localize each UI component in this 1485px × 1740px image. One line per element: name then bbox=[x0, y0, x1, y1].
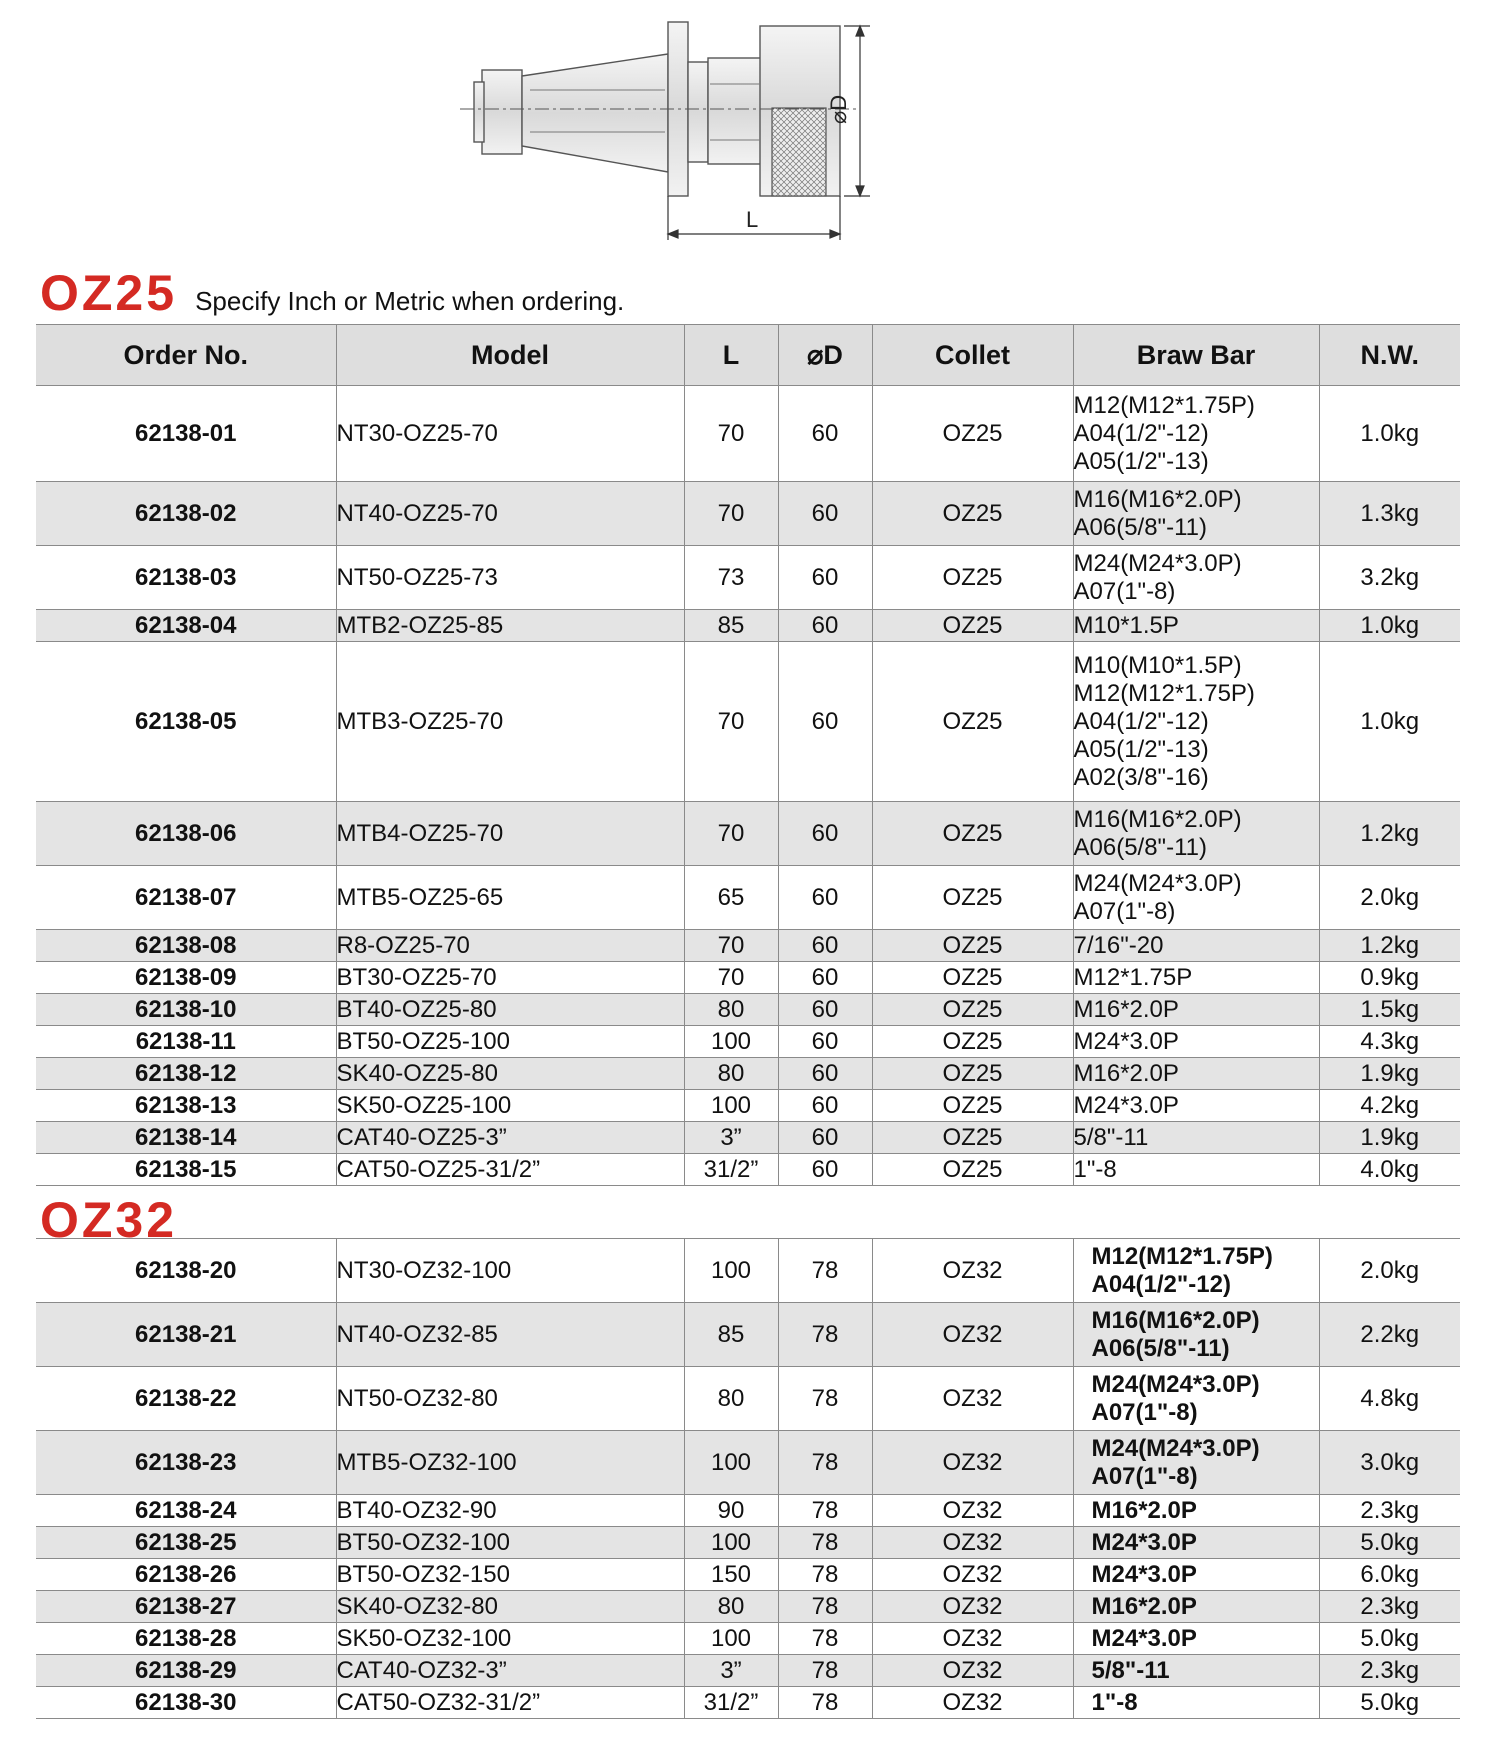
draw-bar-spec: M24(M24*3.0P) bbox=[1091, 1370, 1260, 1398]
draw-bar-spec: 7/16"-20 bbox=[1073, 931, 1164, 959]
table-row bbox=[36, 802, 1460, 866]
draw-bar-cell bbox=[1073, 1239, 1319, 1303]
net-weight-cell: 3.2kg bbox=[1319, 546, 1460, 610]
length-cell: 70 bbox=[684, 962, 778, 994]
net-weight-cell: 2.2kg bbox=[1319, 1303, 1460, 1367]
collet-cell: OZ32 bbox=[872, 1303, 1073, 1367]
net-weight-cell: 4.0kg bbox=[1319, 1154, 1460, 1186]
draw-bar-spec: M16(M16*2.0P) bbox=[1091, 1306, 1260, 1334]
header-model: Model bbox=[336, 325, 684, 386]
collet-cell: OZ25 bbox=[872, 1026, 1073, 1058]
draw-bar-spec: A07(1"-8) bbox=[1073, 897, 1176, 925]
model-cell: CAT40-OZ25-3” bbox=[336, 1122, 684, 1154]
draw-bar-spec: A06(5/8"-11) bbox=[1073, 833, 1207, 861]
order-no-cell: 62138-27 bbox=[36, 1591, 336, 1623]
net-weight-cell: 2.3kg bbox=[1319, 1591, 1460, 1623]
length-cell: 100 bbox=[684, 1026, 778, 1058]
draw-bar-cell bbox=[1073, 1154, 1319, 1186]
diameter-label: ⌀D bbox=[826, 94, 851, 124]
table-row bbox=[36, 1154, 1460, 1186]
length-cell: 70 bbox=[684, 642, 778, 802]
collet-cell: OZ25 bbox=[872, 1122, 1073, 1154]
net-weight-cell: 0.9kg bbox=[1319, 962, 1460, 994]
draw-bar-cell bbox=[1073, 1623, 1319, 1655]
length-cell: 3” bbox=[684, 1122, 778, 1154]
diameter-cell: 60 bbox=[778, 1122, 872, 1154]
draw-bar-cell bbox=[1073, 930, 1319, 962]
draw-bar-spec: A04(1/2"-12) bbox=[1073, 419, 1209, 447]
table-row bbox=[36, 1090, 1460, 1122]
table-row bbox=[36, 546, 1460, 610]
diameter-cell: 60 bbox=[778, 930, 872, 962]
draw-bar-spec: 1"-8 bbox=[1073, 1155, 1117, 1183]
draw-bar-cell bbox=[1073, 642, 1319, 802]
diameter-cell: 60 bbox=[778, 1090, 872, 1122]
length-cell: 90 bbox=[684, 1495, 778, 1527]
net-weight-cell: 1.9kg bbox=[1319, 1122, 1460, 1154]
diameter-cell: 78 bbox=[778, 1527, 872, 1559]
table-row bbox=[36, 962, 1460, 994]
order-no-cell: 62138-22 bbox=[36, 1367, 336, 1431]
model-cell: BT50-OZ32-100 bbox=[336, 1527, 684, 1559]
length-cell: 85 bbox=[684, 610, 778, 642]
diameter-cell: 78 bbox=[778, 1431, 872, 1495]
draw-bar-spec: M16(M16*2.0P) bbox=[1073, 805, 1242, 833]
net-weight-cell: 4.3kg bbox=[1319, 1026, 1460, 1058]
length-cell: 65 bbox=[684, 866, 778, 930]
draw-bar-spec: M24(M24*3.0P) bbox=[1073, 869, 1242, 897]
draw-bar-spec: A02(3/8"-16) bbox=[1073, 763, 1209, 791]
oz25-spec-table bbox=[36, 324, 1460, 1186]
table-row bbox=[36, 1122, 1460, 1154]
length-cell: 80 bbox=[684, 994, 778, 1026]
draw-bar-cell bbox=[1073, 1431, 1319, 1495]
table-row bbox=[36, 1559, 1460, 1591]
draw-bar-spec: M24(M24*3.0P) bbox=[1073, 549, 1242, 577]
order-no-cell: 62138-25 bbox=[36, 1527, 336, 1559]
model-cell: MTB5-OZ32-100 bbox=[336, 1431, 684, 1495]
draw-bar-cell bbox=[1073, 1687, 1319, 1719]
collet-cell: OZ32 bbox=[872, 1687, 1073, 1719]
draw-bar-spec: A06(5/8"-11) bbox=[1091, 1334, 1230, 1362]
table-row bbox=[36, 482, 1460, 546]
draw-bar-spec: M16(M16*2.0P) bbox=[1073, 485, 1242, 513]
draw-bar-cell bbox=[1073, 1559, 1319, 1591]
draw-bar-cell bbox=[1073, 1058, 1319, 1090]
model-cell: CAT40-OZ32-3” bbox=[336, 1655, 684, 1687]
model-cell: NT50-OZ25-73 bbox=[336, 546, 684, 610]
net-weight-cell: 1.5kg bbox=[1319, 994, 1460, 1026]
table-row bbox=[36, 642, 1460, 802]
diameter-cell: 60 bbox=[778, 642, 872, 802]
header-diameter: ⌀D bbox=[778, 325, 872, 386]
table-row bbox=[36, 1495, 1460, 1527]
table-header-row bbox=[36, 325, 1460, 386]
diameter-cell: 78 bbox=[778, 1239, 872, 1303]
diameter-cell: 60 bbox=[778, 962, 872, 994]
draw-bar-cell bbox=[1073, 1303, 1319, 1367]
draw-bar-cell bbox=[1073, 386, 1319, 482]
header-collet: Collet bbox=[872, 325, 1073, 386]
draw-bar-spec: M16*2.0P bbox=[1073, 1059, 1179, 1087]
draw-bar-spec: M24*3.0P bbox=[1091, 1528, 1197, 1556]
collet-cell: OZ25 bbox=[872, 1154, 1073, 1186]
model-cell: CAT50-OZ32-31/2” bbox=[336, 1687, 684, 1719]
model-cell: NT40-OZ32-85 bbox=[336, 1303, 684, 1367]
order-no-cell: 62138-13 bbox=[36, 1090, 336, 1122]
table-row bbox=[36, 1591, 1460, 1623]
diameter-cell: 78 bbox=[778, 1303, 872, 1367]
draw-bar-cell bbox=[1073, 546, 1319, 610]
length-cell: 70 bbox=[684, 930, 778, 962]
draw-bar-cell bbox=[1073, 1090, 1319, 1122]
net-weight-cell: 4.2kg bbox=[1319, 1090, 1460, 1122]
net-weight-cell: 2.3kg bbox=[1319, 1495, 1460, 1527]
length-label: L bbox=[746, 207, 759, 232]
draw-bar-spec: 1"-8 bbox=[1091, 1688, 1138, 1716]
length-cell: 100 bbox=[684, 1431, 778, 1495]
length-cell: 70 bbox=[684, 386, 778, 482]
length-cell: 80 bbox=[684, 1591, 778, 1623]
draw-bar-spec: M12(M12*1.75P) bbox=[1073, 391, 1255, 419]
order-no-cell: 62138-21 bbox=[36, 1303, 336, 1367]
model-cell: MTB4-OZ25-70 bbox=[336, 802, 684, 866]
net-weight-cell: 3.0kg bbox=[1319, 1431, 1460, 1495]
order-no-cell: 62138-03 bbox=[36, 546, 336, 610]
draw-bar-spec: M10*1.5P bbox=[1073, 611, 1179, 639]
order-no-cell: 62138-04 bbox=[36, 610, 336, 642]
collet-cell: OZ25 bbox=[872, 962, 1073, 994]
model-cell: BT50-OZ32-150 bbox=[336, 1559, 684, 1591]
net-weight-cell: 5.0kg bbox=[1319, 1687, 1460, 1719]
draw-bar-spec: 5/8"-11 bbox=[1073, 1123, 1149, 1151]
table-row bbox=[36, 1655, 1460, 1687]
net-weight-cell: 1.0kg bbox=[1319, 386, 1460, 482]
order-no-cell: 62138-11 bbox=[36, 1026, 336, 1058]
order-no-cell: 62138-30 bbox=[36, 1687, 336, 1719]
model-cell: BT30-OZ25-70 bbox=[336, 962, 684, 994]
order-no-cell: 62138-29 bbox=[36, 1655, 336, 1687]
order-no-cell: 62138-10 bbox=[36, 994, 336, 1026]
collet-cell: OZ25 bbox=[872, 930, 1073, 962]
model-cell: BT50-OZ25-100 bbox=[336, 1026, 684, 1058]
draw-bar-spec: A07(1"-8) bbox=[1091, 1462, 1198, 1490]
order-no-cell: 62138-02 bbox=[36, 482, 336, 546]
model-cell: SK50-OZ25-100 bbox=[336, 1090, 684, 1122]
diameter-cell: 60 bbox=[778, 1154, 872, 1186]
table-row bbox=[36, 1239, 1460, 1303]
draw-bar-cell bbox=[1073, 1591, 1319, 1623]
diameter-cell: 60 bbox=[778, 1058, 872, 1090]
length-cell: 100 bbox=[684, 1239, 778, 1303]
table-row bbox=[36, 1303, 1460, 1367]
table-row bbox=[36, 386, 1460, 482]
collet-cell: OZ32 bbox=[872, 1495, 1073, 1527]
collet-cell: OZ32 bbox=[872, 1559, 1073, 1591]
oz25-section-header bbox=[40, 265, 625, 321]
draw-bar-spec: A05(1/2"-13) bbox=[1073, 735, 1209, 763]
length-cell: 100 bbox=[684, 1527, 778, 1559]
length-cell: 100 bbox=[684, 1090, 778, 1122]
draw-bar-cell bbox=[1073, 1527, 1319, 1559]
draw-bar-spec: A05(1/2"-13) bbox=[1073, 447, 1209, 475]
table-row bbox=[36, 1431, 1460, 1495]
net-weight-cell: 2.0kg bbox=[1319, 866, 1460, 930]
model-cell: MTB2-OZ25-85 bbox=[336, 610, 684, 642]
order-no-cell: 62138-24 bbox=[36, 1495, 336, 1527]
length-cell: 80 bbox=[684, 1058, 778, 1090]
net-weight-cell: 1.0kg bbox=[1319, 642, 1460, 802]
net-weight-cell: 5.0kg bbox=[1319, 1527, 1460, 1559]
draw-bar-cell bbox=[1073, 1026, 1319, 1058]
collet-cell: OZ32 bbox=[872, 1623, 1073, 1655]
draw-bar-cell bbox=[1073, 482, 1319, 546]
length-cell: 80 bbox=[684, 1367, 778, 1431]
header-net-weight: N.W. bbox=[1319, 325, 1460, 386]
length-cell: 70 bbox=[684, 482, 778, 546]
diameter-cell: 78 bbox=[778, 1367, 872, 1431]
diameter-cell: 60 bbox=[778, 386, 872, 482]
net-weight-cell: 1.0kg bbox=[1319, 610, 1460, 642]
order-no-cell: 62138-20 bbox=[36, 1239, 336, 1303]
diameter-cell: 60 bbox=[778, 546, 872, 610]
diameter-cell: 78 bbox=[778, 1559, 872, 1591]
model-cell: SK50-OZ32-100 bbox=[336, 1623, 684, 1655]
draw-bar-cell bbox=[1073, 962, 1319, 994]
table-row bbox=[36, 1623, 1460, 1655]
draw-bar-cell bbox=[1073, 866, 1319, 930]
net-weight-cell: 4.8kg bbox=[1319, 1367, 1460, 1431]
order-no-cell: 62138-23 bbox=[36, 1431, 336, 1495]
draw-bar-cell bbox=[1073, 802, 1319, 866]
model-cell: CAT50-OZ25-31/2” bbox=[336, 1154, 684, 1186]
header-order-no: Order No. bbox=[36, 325, 336, 386]
order-no-cell: 62138-09 bbox=[36, 962, 336, 994]
draw-bar-spec: M16*2.0P bbox=[1091, 1496, 1197, 1524]
knurled-nut bbox=[772, 108, 826, 196]
diameter-cell: 60 bbox=[778, 482, 872, 546]
model-cell: R8-OZ25-70 bbox=[336, 930, 684, 962]
diameter-cell: 60 bbox=[778, 802, 872, 866]
ordering-note: Specify Inch or Metric when ordering. bbox=[195, 286, 625, 316]
draw-bar-spec: M24*3.0P bbox=[1091, 1624, 1197, 1652]
order-no-cell: 62138-06 bbox=[36, 802, 336, 866]
net-weight-cell: 1.2kg bbox=[1319, 930, 1460, 962]
collet-cell: OZ32 bbox=[872, 1239, 1073, 1303]
draw-bar-spec: M12*1.75P bbox=[1073, 963, 1193, 991]
diameter-cell: 78 bbox=[778, 1687, 872, 1719]
order-no-cell: 62138-01 bbox=[36, 386, 336, 482]
table-row bbox=[36, 610, 1460, 642]
diameter-cell: 60 bbox=[778, 610, 872, 642]
draw-bar-cell bbox=[1073, 1655, 1319, 1687]
model-cell: BT40-OZ32-90 bbox=[336, 1495, 684, 1527]
length-cell: 70 bbox=[684, 802, 778, 866]
draw-bar-spec: M16*2.0P bbox=[1073, 995, 1179, 1023]
length-cell: 31/2” bbox=[684, 1687, 778, 1719]
collet-cell: OZ32 bbox=[872, 1527, 1073, 1559]
order-no-cell: 62138-08 bbox=[36, 930, 336, 962]
length-cell: 73 bbox=[684, 546, 778, 610]
draw-bar-cell bbox=[1073, 1367, 1319, 1431]
collet-cell: OZ25 bbox=[872, 994, 1073, 1026]
model-cell: NT40-OZ25-70 bbox=[336, 482, 684, 546]
tool-holder-drawing bbox=[460, 14, 980, 254]
model-cell: MTB5-OZ25-65 bbox=[336, 866, 684, 930]
draw-bar-spec: M24*3.0P bbox=[1091, 1560, 1197, 1588]
net-weight-cell: 2.3kg bbox=[1319, 1655, 1460, 1687]
diameter-cell: 60 bbox=[778, 1026, 872, 1058]
draw-bar-cell bbox=[1073, 994, 1319, 1026]
collet-cell: OZ25 bbox=[872, 642, 1073, 802]
length-cell: 3” bbox=[684, 1655, 778, 1687]
table-row bbox=[36, 1058, 1460, 1090]
length-cell: 31/2” bbox=[684, 1154, 778, 1186]
model-cell: SK40-OZ32-80 bbox=[336, 1591, 684, 1623]
table-row bbox=[36, 930, 1460, 962]
collet-cell: OZ25 bbox=[872, 482, 1073, 546]
collet-cell: OZ25 bbox=[872, 1058, 1073, 1090]
oz25-title: OZ25 bbox=[40, 265, 178, 321]
draw-bar-spec: A06(5/8"-11) bbox=[1073, 513, 1207, 541]
collet-cell: OZ25 bbox=[872, 866, 1073, 930]
draw-bar-spec: A04(1/2"-12) bbox=[1091, 1270, 1231, 1298]
collet-cell: OZ25 bbox=[872, 610, 1073, 642]
draw-bar-spec: M12(M12*1.75P) bbox=[1091, 1242, 1273, 1270]
table-row bbox=[36, 1687, 1460, 1719]
collet-cell: OZ32 bbox=[872, 1431, 1073, 1495]
net-weight-cell: 1.3kg bbox=[1319, 482, 1460, 546]
net-weight-cell: 5.0kg bbox=[1319, 1623, 1460, 1655]
draw-bar-spec: 5/8"-11 bbox=[1091, 1656, 1170, 1684]
header-length: L bbox=[684, 325, 778, 386]
table-row bbox=[36, 1026, 1460, 1058]
length-cell: 85 bbox=[684, 1303, 778, 1367]
table-row bbox=[36, 866, 1460, 930]
model-cell: NT30-OZ32-100 bbox=[336, 1239, 684, 1303]
collet-cell: OZ25 bbox=[872, 802, 1073, 866]
draw-bar-spec: A04(1/2"-12) bbox=[1073, 707, 1209, 735]
collet-cell: OZ32 bbox=[872, 1367, 1073, 1431]
table-row bbox=[36, 994, 1460, 1026]
oz32-spec-table bbox=[36, 1238, 1460, 1719]
order-no-cell: 62138-14 bbox=[36, 1122, 336, 1154]
collet-cell: OZ32 bbox=[872, 1591, 1073, 1623]
collet-cell: OZ25 bbox=[872, 386, 1073, 482]
diameter-cell: 60 bbox=[778, 994, 872, 1026]
order-no-cell: 62138-07 bbox=[36, 866, 336, 930]
net-weight-cell: 2.0kg bbox=[1319, 1239, 1460, 1303]
length-cell: 150 bbox=[684, 1559, 778, 1591]
diameter-cell: 60 bbox=[778, 866, 872, 930]
table-row bbox=[36, 1527, 1460, 1559]
draw-bar-spec: M10(M10*1.5P) bbox=[1073, 651, 1242, 679]
model-cell: NT30-OZ25-70 bbox=[336, 386, 684, 482]
order-no-cell: 62138-12 bbox=[36, 1058, 336, 1090]
draw-bar-spec: M24*3.0P bbox=[1073, 1027, 1179, 1055]
order-no-cell: 62138-15 bbox=[36, 1154, 336, 1186]
order-no-cell: 62138-26 bbox=[36, 1559, 336, 1591]
model-cell: SK40-OZ25-80 bbox=[336, 1058, 684, 1090]
draw-bar-cell bbox=[1073, 1122, 1319, 1154]
diameter-cell: 78 bbox=[778, 1623, 872, 1655]
net-weight-cell: 1.2kg bbox=[1319, 802, 1460, 866]
collet-cell: OZ25 bbox=[872, 546, 1073, 610]
draw-bar-cell bbox=[1073, 1495, 1319, 1527]
diameter-cell: 78 bbox=[778, 1495, 872, 1527]
diameter-cell: 78 bbox=[778, 1655, 872, 1687]
diameter-cell: 78 bbox=[778, 1591, 872, 1623]
oz32-title: OZ32 bbox=[40, 1192, 178, 1248]
order-no-cell: 62138-05 bbox=[36, 642, 336, 802]
draw-bar-spec: M24*3.0P bbox=[1073, 1091, 1179, 1119]
net-weight-cell: 1.9kg bbox=[1319, 1058, 1460, 1090]
collet-cell: OZ32 bbox=[872, 1655, 1073, 1687]
length-cell: 100 bbox=[684, 1623, 778, 1655]
draw-bar-spec: A07(1"-8) bbox=[1073, 577, 1176, 605]
draw-bar-spec: M12(M12*1.75P) bbox=[1073, 679, 1255, 707]
draw-bar-spec: A07(1"-8) bbox=[1091, 1398, 1198, 1426]
draw-bar-spec: M16*2.0P bbox=[1091, 1592, 1197, 1620]
table-row bbox=[36, 1367, 1460, 1431]
header-draw-bar: Braw Bar bbox=[1073, 325, 1319, 386]
draw-bar-cell bbox=[1073, 610, 1319, 642]
model-cell: NT50-OZ32-80 bbox=[336, 1367, 684, 1431]
order-no-cell: 62138-28 bbox=[36, 1623, 336, 1655]
collet-cell: OZ25 bbox=[872, 1090, 1073, 1122]
model-cell: BT40-OZ25-80 bbox=[336, 994, 684, 1026]
net-weight-cell: 6.0kg bbox=[1319, 1559, 1460, 1591]
draw-bar-spec: M24(M24*3.0P) bbox=[1091, 1434, 1260, 1462]
model-cell: MTB3-OZ25-70 bbox=[336, 642, 684, 802]
